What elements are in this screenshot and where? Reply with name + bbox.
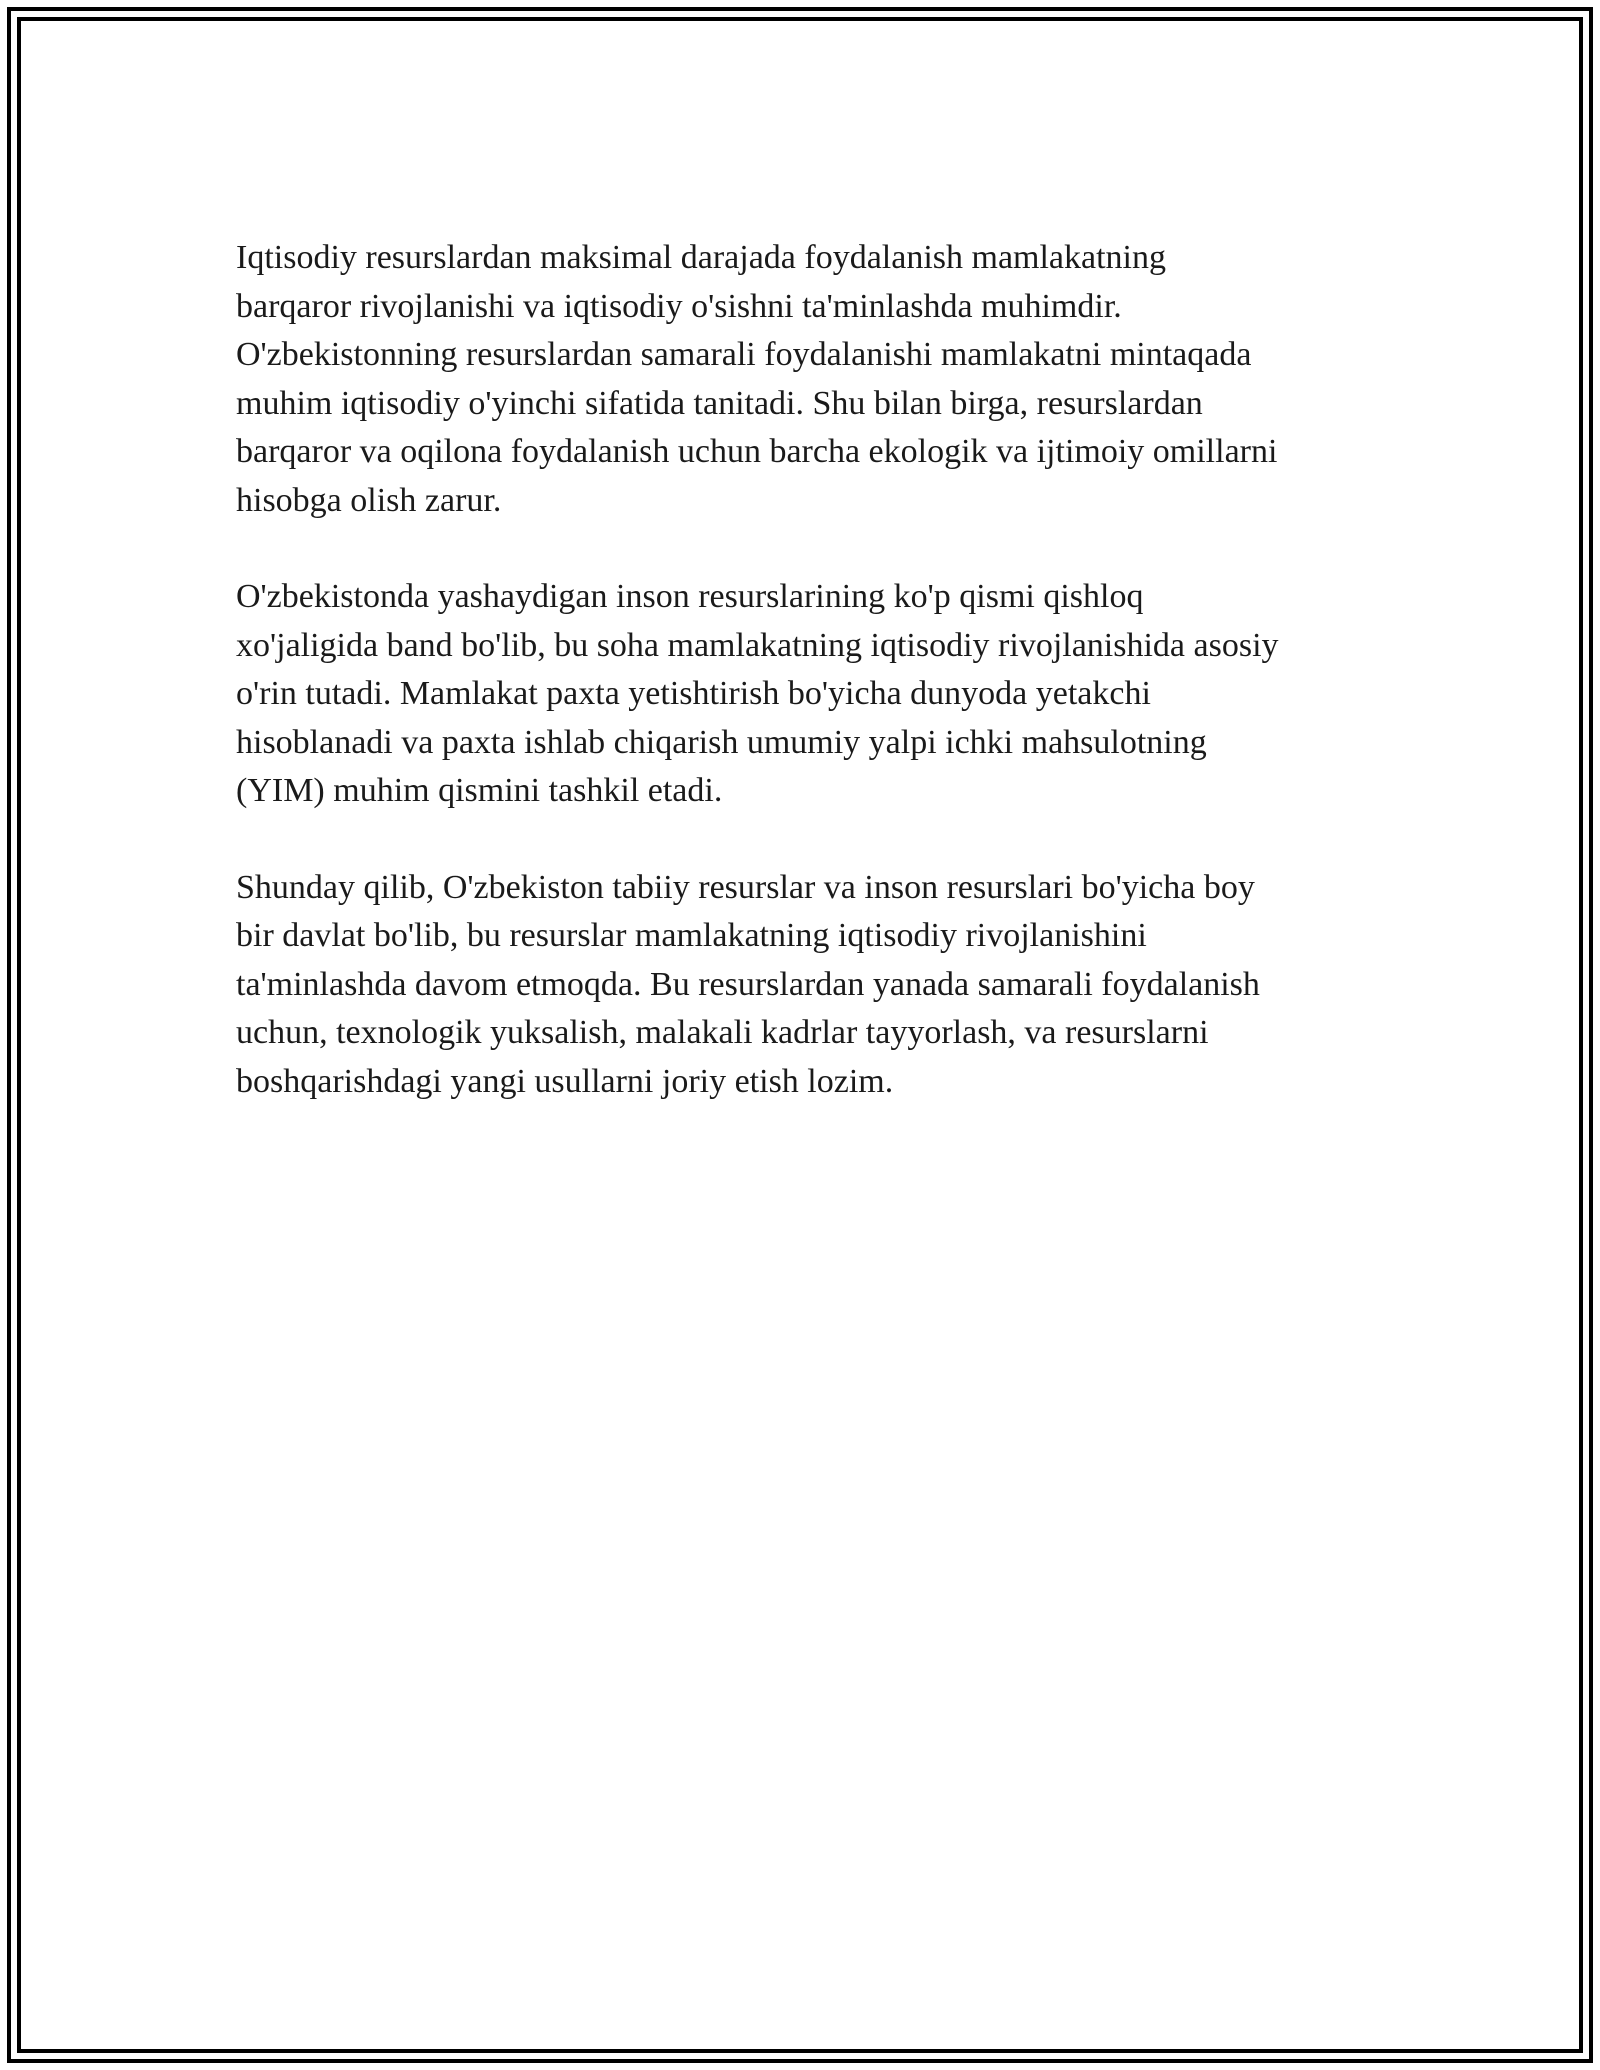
text-line: O'zbekistonning resurslardan samarali foydalanishi mamlakatni mintaqada bbox=[236, 336, 1252, 373]
text-line: ta'minlashda davom etmoqda. Bu resurslardan yanada samarali foydalanish bbox=[236, 965, 1260, 1003]
text-line: o'rin tutadi. Mamlakat paxta yetishtirish bo'yicha dunyoda yetakchi bbox=[236, 675, 1151, 712]
text-line: O'zbekistonda yashaydigan inson resurslarining ko'p qismi qishloq bbox=[236, 578, 1144, 615]
text-line: Iqtisodiy resurslardan maksimal darajada foydalanish mamlakatning bbox=[236, 239, 1167, 276]
text-line: hisobga olish zarur. bbox=[236, 481, 502, 519]
document-body bbox=[236, 234, 1370, 1154]
text-line: boshqarishdagi yangi usullarni joriy etish lozim. bbox=[236, 1062, 894, 1100]
paragraph-2 bbox=[236, 573, 1370, 816]
text-line: hisoblanadi va paxta ishlab chiqarish umumiy yalpi ichki mahsulotning bbox=[236, 723, 1207, 761]
text-line: uchun, texnologik yuksalish, malakali kadrlar tayyorlash, va resurslarni bbox=[236, 1014, 1209, 1051]
text-line: barqaror va oqilona foydalanish uchun barcha ekologik va ijtimoiy omillarni bbox=[236, 433, 1278, 470]
text-line: (YIM) muhim qismini tashkil etadi. bbox=[236, 772, 723, 809]
text-line: Shunday qilib, O'zbekiston tabiiy resurslar va inson resurslari bo'yicha boy bbox=[236, 868, 1255, 906]
text-line: xo'jaligida band bo'lib, bu soha mamlakatning iqtisodiy rivojlanishida asosiy bbox=[236, 626, 1279, 664]
text-line: bir davlat bo'lib, bu resurslar mamlakatning iqtisodiy rivojlanishini bbox=[236, 917, 1147, 954]
text-line: muhim iqtisodiy o'yinchi sifatida tanitadi. Shu bilan birga, resurslardan bbox=[236, 384, 1203, 422]
paragraph-1 bbox=[236, 234, 1370, 525]
paragraph-3 bbox=[236, 864, 1370, 1107]
text-line: barqaror rivojlanishi va iqtisodiy o'sishni ta'minlashda muhimdir. bbox=[236, 287, 1122, 325]
